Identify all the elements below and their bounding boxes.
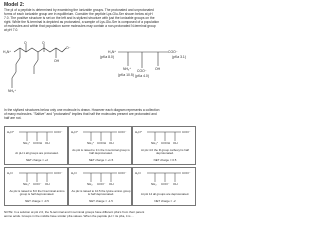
- net-charge: NET charge = +2: [26, 158, 48, 162]
- side-chain-label: NH₃⁺: [151, 141, 159, 145]
- pka-label: (pKa 3.1): [172, 55, 186, 59]
- side-chain-label: OH: [173, 141, 178, 145]
- model-title: Model 2:: [4, 2, 25, 8]
- intro-line: right. While the N-terminal is depicted as protonated, a sample of Lys-Glu-Ser is composed of a population: [4, 20, 160, 25]
- side-chain-label: OH: [109, 182, 114, 186]
- n-terminal-label: H₃N⁺: [135, 130, 143, 134]
- state-cell: [132, 167, 196, 206]
- net-charge: NET charge = -0.5: [25, 199, 49, 203]
- explanation-line: In the stylized structures below only one molecule is drawn. However each diagram represents a collection: [4, 108, 160, 112]
- side-chain-label: NH₂: [151, 182, 157, 186]
- c-terminal-label: O⁻: [66, 46, 71, 50]
- footer-note: [4, 211, 196, 219]
- side-chain-label: COO⁻: [33, 182, 42, 186]
- intro-line: at pH 7.0.: [4, 28, 19, 33]
- state-caption: At pH 4.0 the R group carboxyl is half deprotonated.: [141, 148, 189, 156]
- explanation-line: of many molecules. "Saltive" and "protonated" implies that half the molecules present are protonated and: [4, 112, 157, 117]
- footer-line: amino acids. Groups in the middle have similar pKa values. When the peptide pH = its pKa, it is ...: [4, 213, 134, 218]
- side-chain-label: COOH: [33, 141, 42, 145]
- net-charge: NET charge = -2: [154, 199, 176, 203]
- c-terminal-label: COO⁻: [118, 130, 127, 134]
- state-cell: [4, 167, 68, 206]
- c-terminal-label: COO⁻: [54, 171, 63, 175]
- state-caption: At pH 14 all groups are deprotonated.: [140, 192, 190, 196]
- intro-line: 7.0. The positive structure is set on the left and is stylized structure with just the ionizable groups on the: [4, 16, 155, 21]
- n-terminal-label: H₃N⁺: [3, 50, 12, 54]
- side-chain-label: NH₃⁺: [23, 141, 31, 145]
- pka-label: (pKa 10.5): [118, 73, 134, 77]
- c-terminal-label: COO⁻: [118, 171, 127, 175]
- side-chain-label: NH₃⁺: [87, 141, 95, 145]
- n-terminal-label: H₂N: [71, 171, 77, 175]
- intro-line: of molecules and within that population some molecules may contain a non-protonated N-terminal group: [4, 24, 156, 29]
- side-chain-label: COOH: [161, 141, 170, 145]
- side-chain-label: COOH: [97, 141, 106, 145]
- side-chain-label: COO⁻: [161, 182, 170, 186]
- intro-line: The pI of a peptide is determined by examining the ionizable groups. The protonated and unprotonated: [4, 8, 154, 12]
- net-charge: NET charge = 0.5: [153, 158, 177, 162]
- carbonyl-o-label: O: [42, 41, 45, 45]
- n-terminal-label: H₃N⁺: [7, 130, 15, 134]
- grid-row: [4, 126, 196, 165]
- side-chain-label: OH: [45, 182, 50, 186]
- c-terminal-label: COO⁻: [182, 171, 191, 175]
- pka-label: (pKa 4.0): [135, 74, 149, 78]
- grid-row: [4, 167, 196, 206]
- state-cell: [4, 126, 68, 165]
- n-terminal-label: H₃N⁺: [71, 130, 79, 134]
- state-cell: [68, 167, 132, 206]
- stylized-c-terminal-label: COO⁻: [168, 50, 178, 54]
- net-charge: NET charge = -1.5: [89, 199, 113, 203]
- state-caption: As pH is raised to 8.0 the N-terminal amino group is half deprotonated.: [9, 189, 65, 197]
- side-chain-label: NH₃⁺: [23, 182, 31, 186]
- net-charge: NET charge = +1.5: [88, 158, 114, 162]
- side-oh-label: OH: [155, 67, 161, 71]
- carbonyl-o-label: O: [24, 41, 27, 45]
- stylized-explanation: [4, 108, 196, 120]
- side-chain-label: COO⁻: [97, 182, 106, 186]
- c-terminal-label: COO⁻: [54, 130, 63, 134]
- lysine-amine-label: NH₃⁺: [8, 89, 17, 93]
- state-cell: [132, 126, 196, 165]
- n-terminal-label: H₂N: [7, 171, 13, 175]
- side-chain-label: NH₂: [87, 182, 93, 186]
- state-caption: As pH is raised to 10.5 the lysine amino group is half deprotonated.: [71, 189, 131, 197]
- intro-line: forms of each ionizable group are in equilibrium. Consider the peptide Lys-Glu-Ser shown below at pH: [4, 12, 153, 17]
- state-cell: [68, 126, 132, 165]
- stylized-n-terminal-label: H₃N⁺: [108, 50, 117, 54]
- side-chain-label: OH: [109, 141, 114, 145]
- side-nh3-label: NH₃⁺: [123, 67, 132, 71]
- state-caption: As pH is raised to 3.1 the C-terminal group is half deprotonated.: [72, 148, 130, 156]
- explanation-line: half are not.: [4, 116, 22, 121]
- c-terminal-label: COO⁻: [182, 130, 191, 134]
- side-chain-label: OH: [45, 141, 50, 145]
- state-caption: At pH 1 all groups are protonated.: [15, 151, 59, 155]
- peptide-structures: [0, 41, 200, 106]
- intro-paragraph: [4, 8, 196, 33]
- pka-label: (pKa 8.0): [100, 55, 114, 59]
- hydroxyl-label: OH: [54, 59, 60, 63]
- side-chain-label: OH: [173, 182, 178, 186]
- footer-line: NOTE: In a solution at pH 2.0, the N-terminal and C-terminal groups have different pKa's from their parent: [4, 210, 145, 214]
- n-terminal-label: H₂N: [135, 171, 141, 175]
- side-coo-label: COO⁻: [137, 69, 147, 73]
